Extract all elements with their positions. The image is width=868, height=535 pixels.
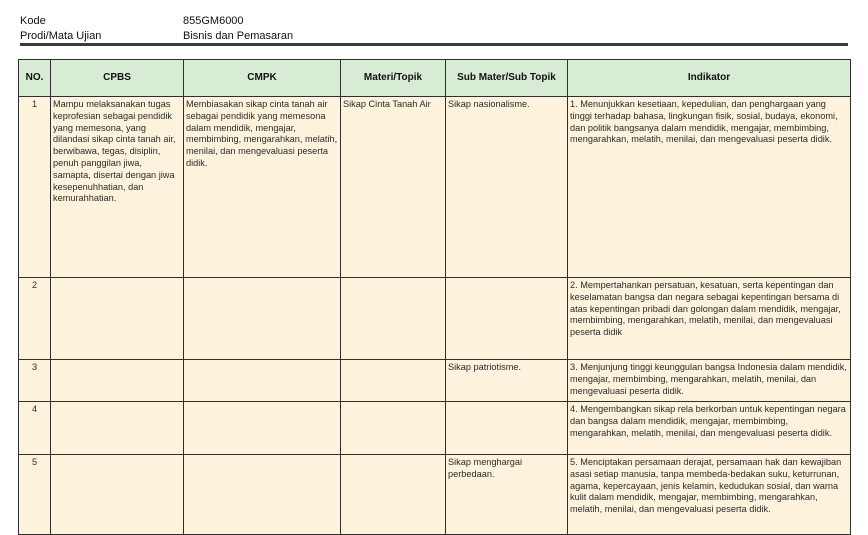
cell-cpbs	[51, 278, 184, 360]
table-row	[19, 278, 851, 360]
col-header-indikator: Indikator	[568, 60, 851, 97]
cell-materi: Sikap Cinta Tanah Air	[341, 97, 446, 278]
cell-cmpk	[184, 402, 341, 455]
cell-cpbs	[51, 455, 184, 535]
cell-indikator: 3. Menjunjung tinggi keunggulan bangsa Indonesia dalam mendidik, mengajar, membimbing, mengarahkan, melatih, menilai, dan mengevaluasi peserta didik.	[568, 360, 851, 402]
cell-sub-materi: Sikap nasionalisme.	[446, 97, 568, 278]
cell-sub-materi	[446, 278, 568, 360]
cell-materi	[341, 360, 446, 402]
cell-no: 2	[19, 278, 51, 360]
col-header-materi: Materi/Topik	[341, 60, 446, 97]
cell-cmpk	[184, 278, 341, 360]
table-row	[19, 455, 851, 535]
cell-materi	[341, 402, 446, 455]
table-row	[19, 360, 851, 402]
cell-cmpk	[184, 455, 341, 535]
kode-label: Kode	[20, 15, 46, 27]
cell-cmpk	[184, 360, 341, 402]
prodi-row	[20, 29, 848, 44]
cell-indikator: 1. Menunjukkan kesetiaan, kepedulian, dan penghargaan yang tinggi terhadap bahasa, lingkungan fisik, sosial, budaya, ekonomi, dan politik bangsanya dalam mendidik, mengajar, membimbing, mengarahkan, melatih, menilai, dan mengevaluasi peserta didik.	[568, 97, 851, 278]
cell-cpbs	[51, 360, 184, 402]
cell-indikator: 5. Menciptakan persamaan derajat, persamaan hak dan kewajiban asasi setiap manusia, tanpa membeda-bedakan suku, keturrunan, agama, kepercayaan, jenis kelamin, kedudukan sosial, dan warna kulit dalam mendidik, mengajar, membimbing, mengarahkan, melatih, menilai, dan mengevaluasi peserta didik.	[568, 455, 851, 535]
table-header-row	[19, 60, 851, 97]
table-row	[19, 402, 851, 455]
cell-materi	[341, 278, 446, 360]
cell-sub-materi: Sikap patriotisme.	[446, 360, 568, 402]
indicator-table	[18, 59, 851, 535]
cell-cmpk: Membiasakan sikap cinta tanah air sebagai pendidik yang memesona dalam mendidik, mengajar, membimbing, mengarahkan, melatih, menilai, dan mengevaluasi peserta didik.	[184, 97, 341, 278]
cell-no: 5	[19, 455, 51, 535]
cell-indikator: 2. Mempertahankan persatuan, kesatuan, serta kepentingan dan keselamatan bangsa dan negara sebagai kepentingan bersama di atas kepentingan pribadi dan golongan dalam mendidik, mengajar, membimbing, mengarahkan, melatih, menilai, dan mengevaluasi peserta didik	[568, 278, 851, 360]
cell-materi	[341, 455, 446, 535]
cell-no: 1	[19, 97, 51, 278]
header-divider	[20, 43, 848, 46]
col-header-sub-materi: Sub Mater/Sub Topik	[446, 60, 568, 97]
cell-sub-materi: Sikap menghargai perbedaan.	[446, 455, 568, 535]
cell-cpbs	[51, 402, 184, 455]
cell-cpbs: Mampu melaksanakan tugas keprofesian sebagai pendidik yang memesona, yang dilandasi sikap cinta tanah air, berwibawa, tegas, disiplin, penuh panggilan jiwa, samapta, disertai dengan jiwa kesepenuhhatian, dan kemurahhatian.	[51, 97, 184, 278]
table-row	[19, 97, 851, 278]
kode-row	[20, 14, 848, 29]
cell-no: 3	[19, 360, 51, 402]
prodi-value: Bisnis dan Pemasaran	[183, 30, 294, 42]
prodi-label: Prodi/Mata Ujian	[20, 30, 102, 42]
document-header	[20, 14, 848, 44]
kode-value: 855GM6000	[183, 15, 244, 27]
col-header-cmpk: CMPK	[184, 60, 341, 97]
cell-no: 4	[19, 402, 51, 455]
cell-indikator: 4. Mengembangkan sikap rela berkorban untuk kepentingan negara dan bangsa dalam mendidik, mengajar, membimbing, mengarahkan, melatih, menilai, dan mengevaluasi peserta didik.	[568, 402, 851, 455]
col-header-no: NO.	[19, 60, 51, 97]
col-header-cpbs: CPBS	[51, 60, 184, 97]
cell-sub-materi	[446, 402, 568, 455]
